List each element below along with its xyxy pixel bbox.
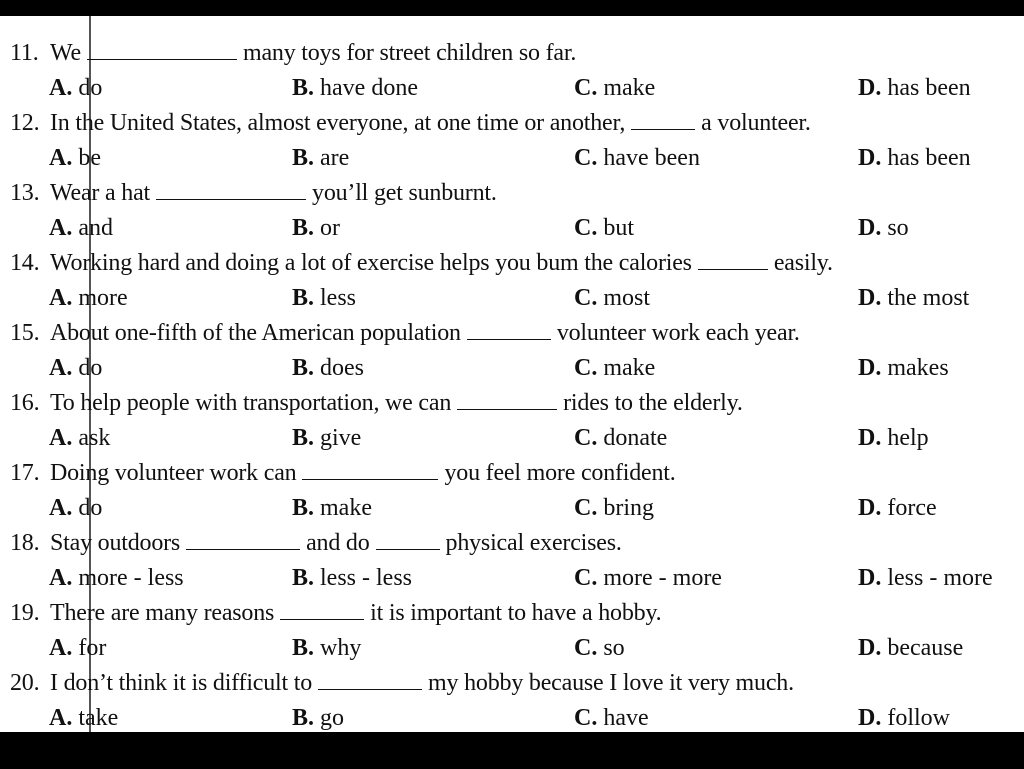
option-c[interactable]: C. donate — [574, 425, 668, 451]
option-a[interactable]: A. ask — [49, 425, 111, 451]
option-a[interactable]: A. take — [49, 705, 119, 731]
question-20 — [0, 660, 1024, 730]
option-d[interactable]: D. help — [858, 425, 929, 451]
option-a[interactable]: A. do — [49, 75, 103, 101]
question-stem: 17. Doing volunteer work can you feel more confident. — [10, 460, 676, 486]
option-a[interactable]: A. be — [49, 145, 101, 171]
option-b[interactable]: B. does — [292, 355, 365, 381]
question-stem: 11. We many toys for street children so far. — [10, 40, 577, 66]
question-stem: 15. About one-fifth of the American population volunteer work each year. — [10, 320, 800, 346]
option-b[interactable]: B. why — [292, 635, 362, 661]
question-14 — [0, 240, 1024, 310]
option-b[interactable]: B. have done — [292, 75, 418, 101]
worksheet-page — [0, 16, 1024, 732]
question-stem: 19. There are many reasons it is important to have a hobby. — [10, 600, 662, 626]
option-a[interactable]: A. do — [49, 355, 103, 381]
answer-blank[interactable] — [87, 41, 237, 60]
answer-blank[interactable] — [457, 391, 557, 410]
question-stem: 13. Wear a hat you’ll get sunburnt. — [10, 180, 497, 206]
option-a[interactable]: A. more - less — [49, 565, 184, 591]
option-b[interactable]: B. less — [292, 285, 357, 311]
option-c[interactable]: C. have — [574, 705, 649, 731]
question-12 — [0, 100, 1024, 170]
answer-blank[interactable] — [698, 251, 768, 270]
question-18 — [0, 520, 1024, 590]
question-13 — [0, 170, 1024, 240]
option-c[interactable]: C. have been — [574, 145, 700, 171]
option-d[interactable]: D. less - more — [858, 565, 993, 591]
option-a[interactable]: A. and — [49, 215, 113, 241]
question-stem: 18. Stay outdoors and do physical exercises. — [10, 530, 622, 556]
question-15 — [0, 310, 1024, 380]
question-19 — [0, 590, 1024, 660]
question-stem: 20. I don’t think it is difficult to my hobby because I love it very much. — [10, 670, 794, 696]
option-b[interactable]: B. or — [292, 215, 341, 241]
question-11 — [0, 30, 1024, 100]
option-c[interactable]: C. make — [574, 355, 656, 381]
question-17 — [0, 450, 1024, 520]
answer-blank[interactable] — [302, 461, 438, 480]
option-d[interactable]: D. has been — [858, 75, 971, 101]
answer-blank[interactable] — [186, 531, 300, 550]
answer-blank[interactable] — [156, 181, 306, 200]
option-c[interactable]: C. bring — [574, 495, 655, 521]
option-a[interactable]: A. more — [49, 285, 128, 311]
option-c[interactable]: C. so — [574, 635, 625, 661]
question-stem: 12. In the United States, almost everyone, at one time or another, a volunteer. — [10, 110, 811, 136]
option-b[interactable]: B. are — [292, 145, 350, 171]
option-a[interactable]: A. for — [49, 635, 107, 661]
question-stem: 14. Working hard and doing a lot of exercise helps you bum the calories easily. — [10, 250, 833, 276]
answer-blank[interactable] — [318, 671, 422, 690]
answer-blank[interactable] — [280, 601, 364, 620]
answer-blank[interactable] — [467, 321, 551, 340]
question-stem: 16. To help people with transportation, we can rides to the elderly. — [10, 390, 743, 416]
option-b[interactable]: B. less - less — [292, 565, 413, 591]
option-b[interactable]: B. give — [292, 425, 362, 451]
option-c[interactable]: C. make — [574, 75, 656, 101]
option-a[interactable]: A. do — [49, 495, 103, 521]
option-b[interactable]: B. go — [292, 705, 345, 731]
option-c[interactable]: C. but — [574, 215, 635, 241]
option-d[interactable]: D. follow — [858, 705, 951, 731]
option-d[interactable]: D. has been — [858, 145, 971, 171]
option-d[interactable]: D. the most — [858, 285, 970, 311]
option-d[interactable]: D. because — [858, 635, 964, 661]
question-16 — [0, 380, 1024, 450]
option-d[interactable]: D. so — [858, 215, 909, 241]
option-c[interactable]: C. most — [574, 285, 651, 311]
option-d[interactable]: D. force — [858, 495, 937, 521]
answer-blank[interactable] — [631, 111, 695, 130]
option-b[interactable]: B. make — [292, 495, 372, 521]
option-d[interactable]: D. makes — [858, 355, 949, 381]
option-c[interactable]: C. more - more — [574, 565, 722, 591]
answer-blank[interactable] — [376, 531, 440, 550]
